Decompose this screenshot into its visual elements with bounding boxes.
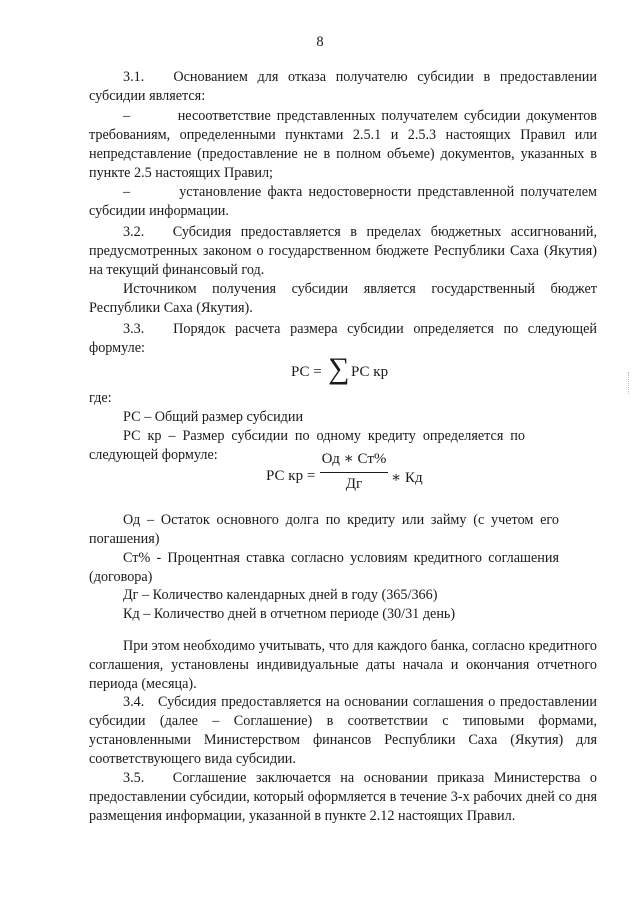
paragraph-3-2: 3.2. Субсидия предоставляется в пределах бюджетных ассигнований, предусмотренных законом о государственном бюджете Республики Саха (Якутия) на текущий финансовый год. [89,224,597,278]
paragraph-source: Источником получения субсидии является государственный бюджет Республики Саха (Якутия). [89,281,597,316]
definition-st: Ст% - Процентная ставка согласно условиям кредитного соглашения (договора) [89,550,559,585]
formula-per-credit [266,468,315,485]
paragraph-3-1: 3.1. Основанием для отказа получателю субсидии в предоставлении субсидии является: [89,69,597,104]
fraction-numerator: Од ∗ Ст% [321,451,387,467]
definition-rs-kr: РС кр – Размер субсидии по одному кредиту определяется по следующей формуле: [89,428,525,463]
fraction-bar [320,472,388,473]
paragraph-3-3: 3.3. Порядок расчета размера субсидии определяется по следующей формуле: [89,321,597,356]
formula-per-credit-lhs: РС кр = [266,468,316,484]
paragraph-bullet-1: – несоответствие представленных получателем субсидии документов требованиям, определенными пунктами 2.5.1 и 2.5.3 настоящих Правил или непредставление (предоставление не в полном объеме) документов, указанных в пункте 2.5 настоящих Правил; [89,108,597,181]
where-label: где: [89,390,112,406]
paragraph-3-5: 3.5. Соглашение заключается на основании приказа Министерства о предоставлении субсидии, который оформляется в течение 3-х рабочих дней со дня размещения информации, указанной в пункте 2.12 настоящих Правил. [89,770,597,824]
fraction-denominator: Дг [345,476,363,492]
paragraph-bullet-2: – установление факта недостоверности представленной получателем субсидии информации. [89,184,597,219]
formula-per-credit-rhs: ∗ Кд [391,470,423,486]
paragraph-note: При этом необходимо учитывать, что для каждого банка, согласно кредитного соглашения, установлены индивидуальные даты начала и окончания отчетного периода (месяца). [89,638,597,692]
scan-margin-mark [628,372,633,394]
formula-total-rhs: РС кр [351,364,389,380]
definition-dg: Дг – Количество календарных дней в году (365/366) [123,587,438,603]
formula-total-lhs: РС = [291,364,322,380]
paragraph-3-4: 3.4. Субсидия предоставляется на основании соглашения о предоставлении субсидии (далее – Соглашение) в соответствии с типовыми формами, установленными Министерством финансов Республики Саха (Якутия) для соответствующего вида субсидии. [89,694,597,767]
page-number: 8 [316,34,324,50]
sum-symbol: ∑ [328,352,350,385]
definition-rs: РС – Общий размер субсидии [123,409,304,425]
definition-od: Од – Остаток основного долга по кредиту или займу (с учетом его погашения) [89,512,559,547]
definition-kd: Кд – Количество дней в отчетном периоде (30/31 день) [123,606,456,622]
formula-total [291,352,389,385]
